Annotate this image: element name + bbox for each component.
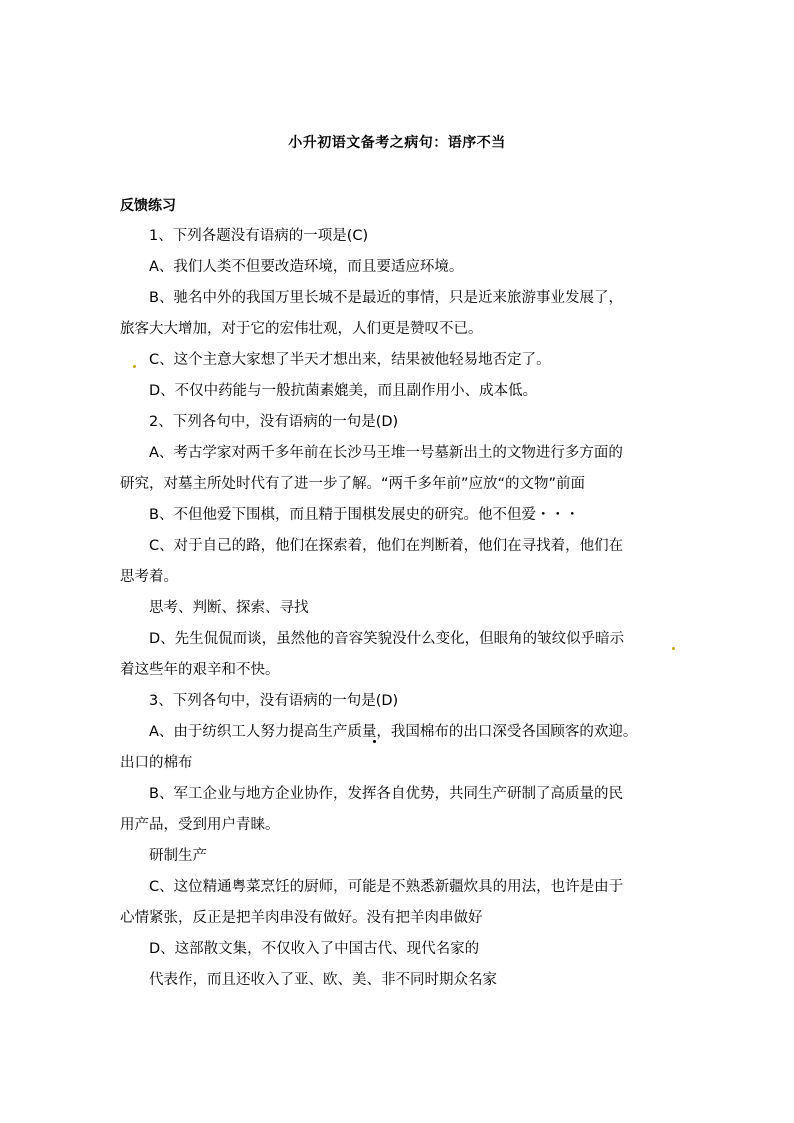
option-line: A、考古学家对两千多年前在长沙马王堆一号墓新出土的文物进行多方面的 bbox=[149, 445, 623, 461]
option-line: B、军工企业与地方企业协作，发挥各自优势，共同生产研制了高质量的民 bbox=[149, 786, 623, 802]
question-line: 3、下列各句中，没有语病的一句是(D) bbox=[149, 693, 399, 709]
option-line: D、不仅中药能与一般抗菌素媲美，而且副作用小、成本低。 bbox=[149, 383, 538, 399]
document-title: 小升初语文备考之病句：语序不当 bbox=[288, 135, 506, 151]
option-line: C、这位精通粤菜烹饪的厨师，可能是不熟悉新疆炊具的用法，也许是由于 bbox=[149, 879, 624, 895]
continuation-line: 思考着。 bbox=[120, 569, 178, 585]
option-line: D、先生侃侃而谈，虽然他的音容笑貌没什么变化，但眼角的皱纹似乎暗示 bbox=[149, 631, 625, 647]
option-line: D、这部散文集，不仅收入了中国古代、现代名家的 bbox=[149, 941, 480, 957]
continuation-line: 出口的棉布 bbox=[120, 755, 193, 771]
question-line: 2、下列各句中，没有语病的一句是(D) bbox=[149, 414, 399, 430]
continuation-line: 着这些年的艰辛和不快。 bbox=[120, 662, 280, 678]
question-line: 1、下列各题没有语病的一项是(C) bbox=[149, 228, 369, 244]
continuation-line: 心情紧张，反正是把羊肉串没有做好。没有把羊肉串做好 bbox=[120, 910, 483, 926]
option-line: A、我们人类不但要改造环境，而且要适应环境。 bbox=[149, 259, 464, 275]
continuation-line: 研究，对墓主所处时代有了进一步了解。“两千多年前”应放“的文物”前面 bbox=[120, 476, 586, 492]
option-line: C、对于自己的路，他们在探索着，他们在判断着，他们在寻找着，他们在 bbox=[149, 538, 624, 554]
continuation-line: 用产品，受到用户青睐。 bbox=[120, 817, 280, 833]
stray-dot-mark bbox=[373, 740, 376, 743]
option-line: B、驰名中外的我国万里长城不是最近的事情，只是近来旅游事业发展了， bbox=[149, 290, 623, 306]
section-heading: 反馈练习 bbox=[120, 198, 176, 214]
stray-dot-mark bbox=[672, 647, 675, 650]
option-line: A、由于纺织工人努力提高生产质量，我国棉布的出口深受各国顾客的欢迎。 bbox=[149, 724, 638, 740]
option-line: 代表作，而且还收入了亚、欧、美、非不同时期众名家 bbox=[149, 972, 497, 988]
document-body bbox=[120, 221, 676, 996]
option-line: B、不但他爱下围棋，而且精于围棋发展史的研究。他不但爱・・・ bbox=[149, 507, 580, 523]
continuation-line: 旅客大大增加，对于它的宏伟壮观，人们更是赞叹不已。 bbox=[120, 321, 483, 337]
option-line: C、这个主意大家想了半天才想出来，结果被他轻易地否定了。 bbox=[149, 352, 551, 368]
stray-dot-mark bbox=[133, 365, 136, 368]
answer-note-line: 思考、判断、探索、寻找 bbox=[149, 600, 309, 616]
answer-note-line: 研制生产 bbox=[149, 848, 207, 864]
